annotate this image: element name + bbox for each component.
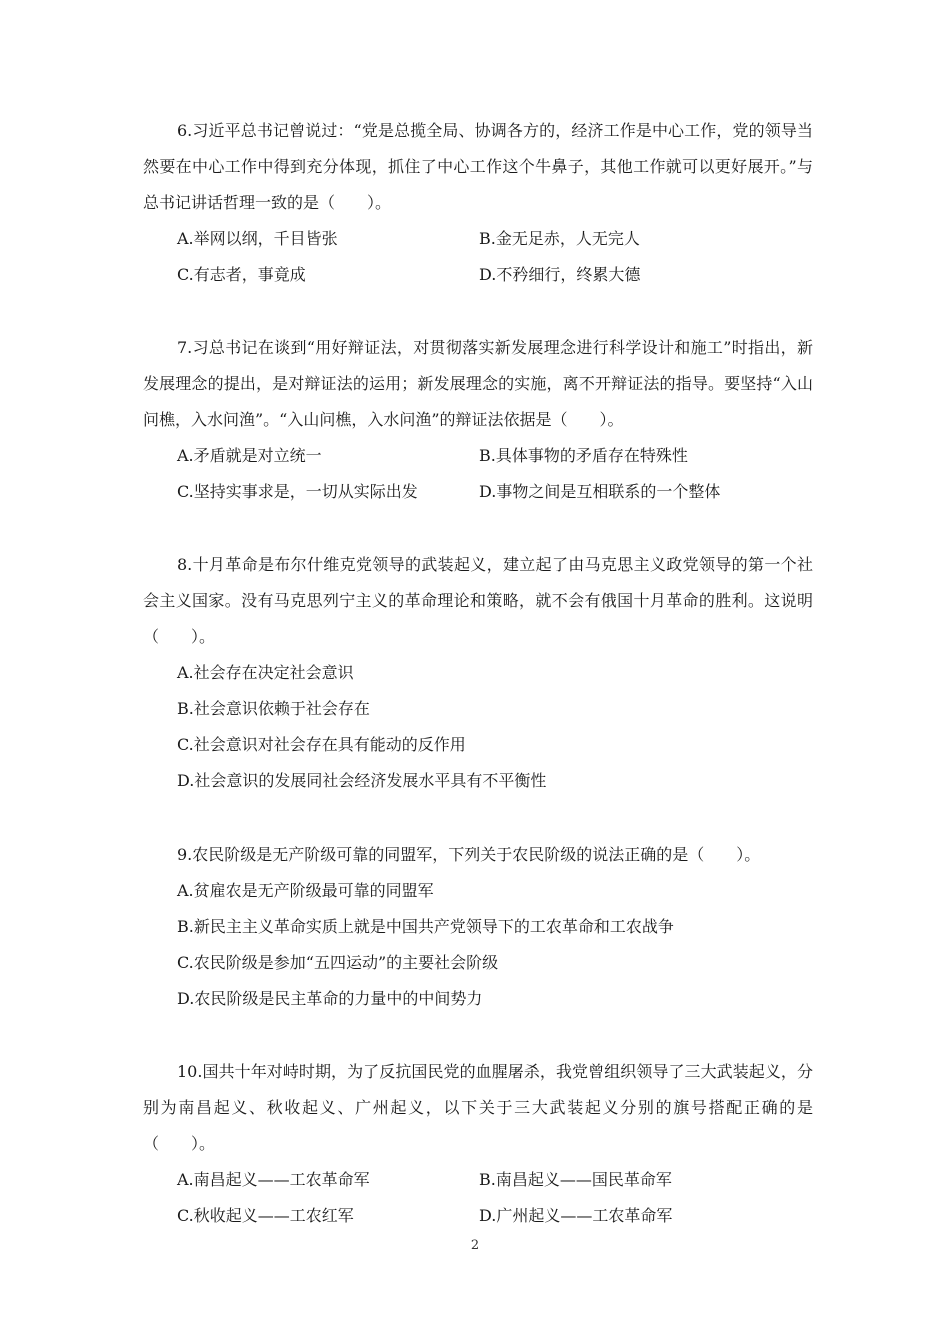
option-b: B.新民主主义革命实质上就是中国共产党领导下的工农革命和工农战争 xyxy=(177,917,674,936)
option-b: B.社会意识依赖于社会存在 xyxy=(177,699,370,718)
option-b: B.金无足赤，人无完人 xyxy=(479,229,640,248)
option-a: A.举网以纲，千目皆张 xyxy=(177,229,338,248)
question-10 xyxy=(143,1054,813,1234)
question-8 xyxy=(143,547,813,799)
options xyxy=(143,873,813,1017)
option-d: D.不矜细行，终累大德 xyxy=(479,265,641,284)
question-stem: 7.习总书记在谈到“用好辩证法，对贯彻落实新发展理念进行科学设计和施工”时指出，新发展理念的提出，是对辩证法的运用；新发展理念的实施，离不开辩证法的指导。要坚持“入山问樵，入水问渔”。“入山问樵，入水问渔”的辩证法依据是（ ）。 xyxy=(143,338,813,429)
option-c: C.坚持实事求是，一切从实际出发 xyxy=(177,482,418,501)
option-d: D.事物之间是互相联系的一个整体 xyxy=(479,482,721,501)
question-stem: 10.国共十年对峙时期，为了反抗国民党的血腥屠杀，我党曾组织领导了三大武装起义，分别为南昌起义、秋收起义、广州起义，以下关于三大武装起义分别的旗号搭配正确的是（ ）。 xyxy=(143,1062,813,1153)
question-6 xyxy=(143,113,813,293)
option-b: B.南昌起义——国民革命军 xyxy=(479,1170,672,1189)
option-a: A.矛盾就是对立统一 xyxy=(177,446,322,465)
option-d: D.农民阶级是民主革命的力量中的中间势力 xyxy=(177,989,483,1008)
question-stem: 9.农民阶级是无产阶级可靠的同盟军，下列关于农民阶级的说法正确的是（ ）。 xyxy=(177,845,761,864)
question-7 xyxy=(143,330,813,510)
option-c: C.秋收起义——工农红军 xyxy=(177,1206,354,1225)
option-a: A.社会存在决定社会意识 xyxy=(177,663,354,682)
option-c: C.有志者，事竟成 xyxy=(177,265,306,284)
option-b: B.具体事物的矛盾存在特殊性 xyxy=(479,446,688,465)
question-9 xyxy=(143,837,813,1017)
options xyxy=(143,1162,813,1234)
question-stem: 8.十月革命是布尔什维克党领导的武装起义，建立起了由马克思主义政党领导的第一个社会主义国家。没有马克思列宁主义的革命理论和策略，就不会有俄国十月革命的胜利。这说明（ ）。 xyxy=(143,555,813,646)
options xyxy=(143,655,813,799)
question-stem: 6.习近平总书记曾说过：“党是总揽全局、协调各方的，经济工作是中心工作，党的领导当然要在中心工作中得到充分体现，抓住了中心工作这个牛鼻子，其他工作就可以更好展开。”与总书记讲话哲理一致的是（ ）。 xyxy=(143,121,813,212)
option-a: A.南昌起义——工农革命军 xyxy=(177,1170,370,1189)
option-c: C.农民阶级是参加“五四运动”的主要社会阶级 xyxy=(177,953,499,972)
option-a: A.贫雇农是无产阶级最可靠的同盟军 xyxy=(177,881,434,900)
option-d: D.广州起义——工农革命军 xyxy=(479,1206,673,1225)
options xyxy=(143,438,813,510)
options xyxy=(143,221,813,293)
option-d: D.社会意识的发展同社会经济发展水平具有不平衡性 xyxy=(177,771,547,790)
page-number: 2 xyxy=(470,1238,480,1253)
option-c: C.社会意识对社会存在具有能动的反作用 xyxy=(177,735,466,754)
